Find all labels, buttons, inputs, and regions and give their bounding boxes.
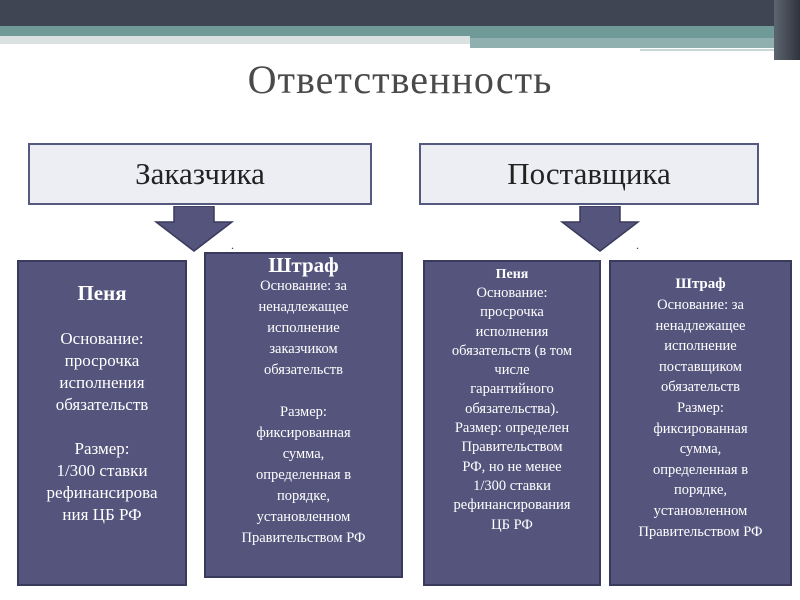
card-heading: Пеня: [77, 281, 127, 305]
card-text-line: порядке,: [673, 482, 728, 499]
card-text-line: фиксированная: [256, 425, 351, 441]
card-text-line: Основание: за: [657, 297, 744, 313]
card-heading: Штраф: [675, 276, 726, 292]
card-text-line: сумма,: [679, 441, 722, 458]
card-text-line: Основание:: [60, 329, 144, 348]
card-heading: Штраф: [268, 253, 339, 277]
header-customer: Заказчика: [28, 143, 372, 205]
card-text-line: Размер: определен: [454, 420, 570, 437]
card-text-line: ния ЦБ РФ: [62, 505, 142, 524]
card-text-line: просрочка: [64, 351, 140, 370]
card-text-line: Основание:: [476, 285, 548, 301]
card-text-line: порядке,: [276, 488, 331, 504]
card-text-line: установленном: [653, 502, 748, 519]
card-text-line: заказчиком: [269, 341, 338, 357]
card-text-line: обязательств: [661, 379, 740, 396]
card-text-line: поставщиком: [659, 358, 742, 375]
header-supplier: Поставщика: [419, 143, 759, 205]
arrow-down-icon: [560, 206, 640, 252]
card-customer-penalty: [17, 260, 187, 586]
card-text-line: Правительством РФ: [241, 530, 366, 546]
card-text-line: обязательств: [55, 395, 149, 414]
card-text-line: исполнения: [59, 373, 145, 392]
card-text-line: рефинансирования: [453, 497, 571, 514]
top-decor-band: [470, 38, 800, 48]
card-text-line: исполнение: [664, 338, 737, 355]
card-spacer: [19, 416, 185, 438]
card-text-line: исполнения: [475, 323, 549, 340]
card-text-line: исполнение: [267, 320, 340, 336]
card-supplier-fine: [609, 260, 792, 586]
card-supplier-penalty: [423, 260, 601, 586]
top-decor-highlight: [0, 36, 470, 44]
card-text-line: 1/300 ставки: [473, 477, 551, 494]
card-text-line: числе: [494, 362, 530, 379]
card-text-line: обязательств: [264, 362, 343, 378]
dot-mark: .: [636, 238, 639, 252]
card-heading: Пеня: [495, 267, 529, 282]
card-text-line: ненадлежащее: [258, 299, 349, 315]
card-text-line: Размер:: [74, 439, 130, 458]
card-text-line: Размер:: [280, 404, 327, 420]
card-customer-fine: [204, 252, 403, 578]
card-text-line: Размер:: [677, 399, 724, 416]
card-text-line: Правительством РФ: [638, 523, 763, 540]
card-text-line: просрочка: [480, 304, 544, 321]
card-text-line: сумма,: [282, 446, 325, 462]
card-text-line: определенная в: [255, 467, 352, 483]
card-text-line: 1/300 ставки: [56, 461, 148, 480]
card-text-line: гарантийного: [470, 381, 554, 398]
slide-title: Ответственность: [247, 57, 553, 102]
card-text-line: РФ, но не менее: [462, 458, 562, 475]
card-text-line: ЦБ РФ: [491, 516, 533, 533]
dot-mark: .: [231, 238, 234, 252]
card-text-line: Правительством: [461, 439, 563, 456]
top-corner-shade: [774, 0, 800, 60]
card-text-line: определенная в: [652, 461, 749, 478]
card-spacer: [206, 381, 401, 402]
top-decor-bar: [0, 0, 800, 26]
card-text-line: установленном: [256, 509, 351, 525]
card-text-line: рефинансирова: [46, 483, 158, 502]
card-text-line: ненадлежащее: [655, 317, 746, 334]
card-text-line: Основание: за: [260, 278, 347, 294]
card-text-line: обязательств (в том: [451, 342, 573, 359]
card-text-line: обязательства).: [465, 400, 559, 417]
card-text-line: фиксированная: [653, 420, 748, 437]
arrow-down-icon: [154, 206, 234, 252]
